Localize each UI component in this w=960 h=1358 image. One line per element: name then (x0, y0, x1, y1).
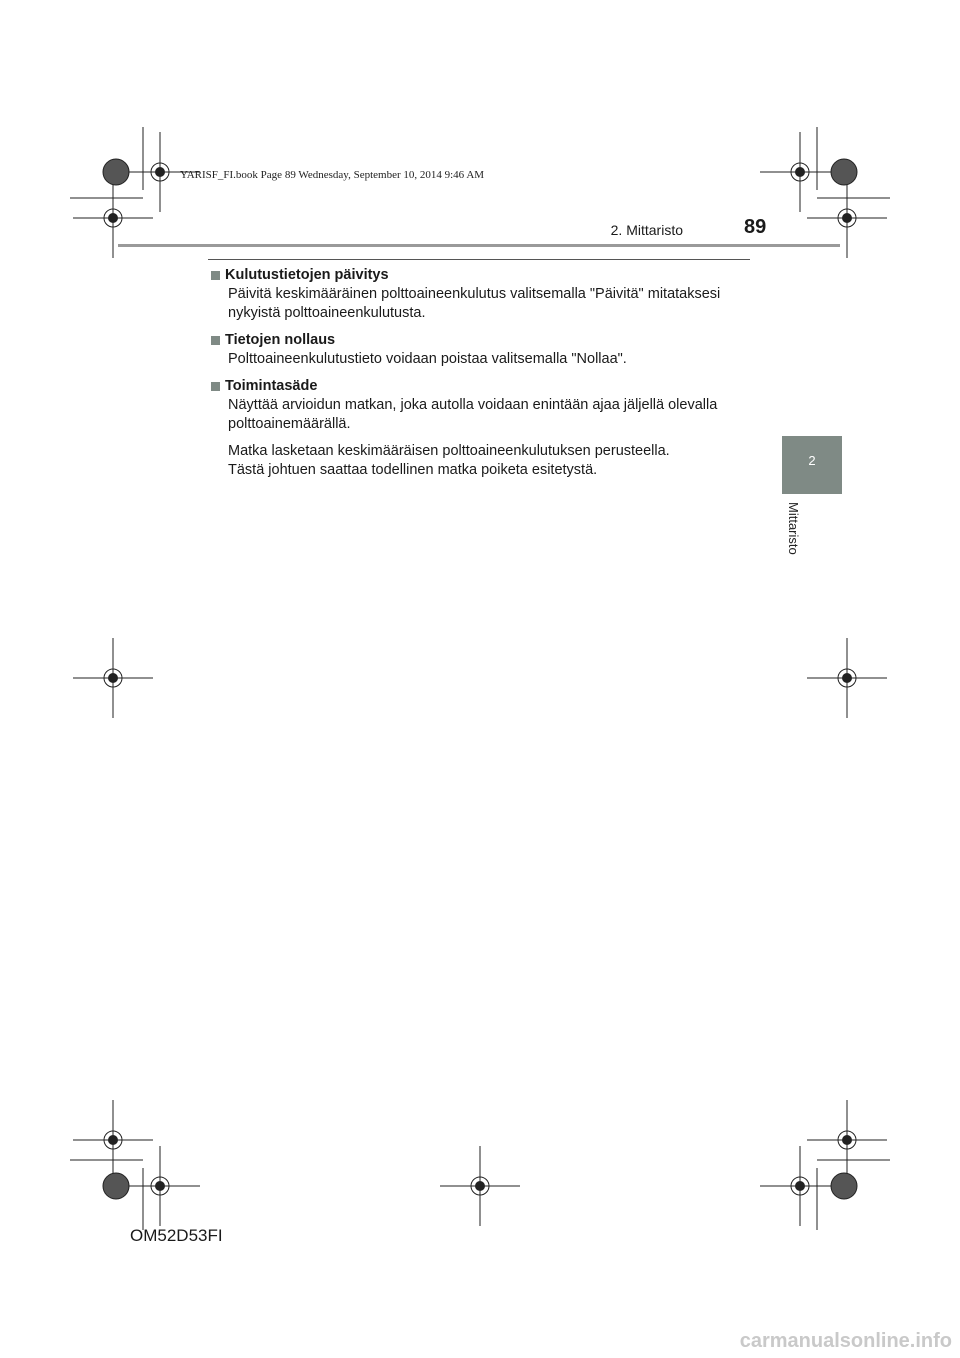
paragraph (228, 396, 744, 434)
section-title: 2. Mittaristo (610, 222, 683, 238)
manual-code: OM52D53FI (130, 1226, 223, 1245)
page-number: 89 (744, 216, 767, 238)
item-data-reset (211, 331, 744, 369)
item-title: Tietojen nollaus (225, 332, 336, 348)
square-bullet-icon (211, 382, 220, 391)
paragraph (228, 442, 744, 480)
paragraph (228, 285, 744, 323)
watermark (0, 1330, 960, 1353)
paragraph (228, 350, 744, 369)
item-range (211, 377, 744, 480)
square-bullet-icon (211, 336, 220, 345)
chapter-name: Mittaristo (786, 502, 801, 555)
text-line: polttoainemäärällä. (228, 416, 351, 432)
item-fuel-update (211, 266, 744, 323)
content (211, 266, 744, 488)
square-bullet-icon (211, 271, 220, 280)
text-line: Näyttää arvioidun matkan, joka autolla voidaan enintään ajaa jäljellä olevalla (228, 397, 718, 413)
text-line: nykyistä polttoaineenkulutusta. (228, 305, 426, 321)
text-line: Polttoaineenkulutustieto voidaan poistaa valitsemalla "Nollaa". (228, 351, 627, 367)
item-title: Toimintasäde (225, 378, 318, 394)
chapter-tab: 2 (782, 436, 842, 494)
text-line: Päivitä keskimääräinen polttoaineenkulutus valitsemalla "Päivitä" mitataksesi (228, 286, 721, 302)
watermark-text: carmanualsonline.info (739, 1330, 952, 1352)
content-rule (208, 259, 750, 260)
book-info: YARISF_FI.book Page 89 Wednesday, September 10, 2014 9:46 AM (180, 169, 485, 181)
header-rule (118, 244, 840, 247)
text-line: Matka lasketaan keskimääräisen polttoaineenkulutuksen perusteella. (228, 443, 670, 459)
text-line: Tästä johtuen saattaa todellinen matka poiketa esitetystä. (228, 462, 598, 478)
item-title: Kulutustietojen päivitys (225, 267, 389, 283)
